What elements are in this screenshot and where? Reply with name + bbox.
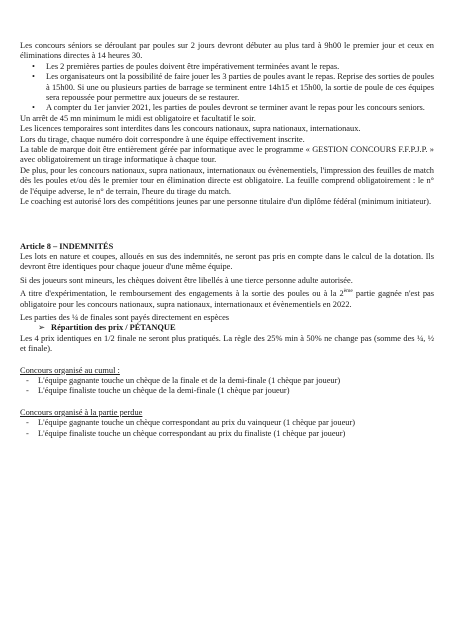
paragraph-draw-numbers: Lors du tirage, chaque numéro doit correspondre à une équipe effectivement inscrite. [20, 134, 305, 144]
paragraph-lots-coupes: Les lots en nature et coupes, alloués en sus des indemnités, ne seront pas pris en compte dans le calcul de la dotation. Ils devront être identiques pour chaque joueur d'une même équipe. [20, 251, 434, 272]
prize-distribution-heading [20, 323, 434, 333]
paragraph-temporary-licences: Les licences temporaires sont interdites dans les concours nationaux, supra nationaux, internationaux. [20, 124, 361, 134]
prize-distribution-title: Répartition des prix / PÉTANQUE [51, 323, 176, 333]
ordinal-superscript: ème [343, 288, 353, 295]
article-8-title: Article 8 – INDEMNITÉS [20, 241, 114, 251]
paragraph-quarter-finals: Les parties des ¼ de finales sont payés directement en espèces [20, 312, 230, 322]
paragraph-coaching: Le coaching est autorisé lors des compétitions jeunes par une personne titulaire d'un diplôme fédéral (minimum initiateur). [20, 197, 432, 207]
arrow-bullet-icon: ➢ [38, 323, 46, 333]
cumul-heading: Concours organisé au cumul : [20, 365, 120, 375]
perdue-list [20, 418, 434, 439]
paragraph-reimbursement [20, 289, 434, 310]
paragraph-minor-players: Si des joueurs sont mineurs, les chèques doivent être libellés à une tierce personne adulte autorisée. [20, 275, 353, 285]
paragraph-match-sheets: De plus, pour les concours nationaux, supra nationaux, internationaux ou évènementiels, l'impression des feuilles de match dès les poules et/ou dès le premier tour en élimination directe est obligatoire. La feuille comprend obligatoirement : le n° de l'équipe adverse, le n° de terrain, l'heure du tirage du match. [20, 165, 434, 196]
reimbursement-text-end: partie gagnée n'est pas obligatoire pour les concours nationaux, supra nationaux, internationaux et évènementiels en 2022. [20, 289, 434, 309]
reimbursement-text-start: A titre d'expérimentation, le remboursement des engagements à la sortie des poules ou à la 2 [20, 289, 344, 299]
document-body [20, 41, 434, 439]
list-item: - L'équipe finaliste touche un chèque de la demi-finale (1 chèque par joueur) [26, 386, 434, 396]
bullet-list-poules [20, 62, 434, 114]
paragraph-senior-start-times: Les concours séniors se déroulant par poules sur 2 jours devront débuter au plus tard à 9h00 le premier jour et ceux en éliminations directes à 14 heures 30. [20, 41, 434, 61]
list-item: - L'équipe finaliste touche un chèque correspondant au prix du finaliste (1 chèque par joueur) [26, 429, 434, 439]
paragraph-score-table: La table de marque doit être entièrement gérée par informatique avec le programme « GESTION CONCOURS F.F.P.J.P. » avec obligatoirement un tirage informatique à chaque tour. [20, 145, 434, 165]
list-item: • Les organisateurs ont la possibilité de faire jouer les 3 parties de poules avant le repas. Reprise des sorties de poules à 15h00. Si une ou plusieurs parties de barrage se terminent entre 14h15 et 15h00, la sortie de poule de ces équipes sera repoussée pour permettre aux joueurs de se restaurer. [38, 72, 434, 103]
paragraph-prize-rule: Les 4 prix identiques en 1/2 finale ne seront plus pratiqués. La règle des 25% min à 50% ne change pas (somme des ¼, ½ et finale). [20, 333, 434, 354]
list-item: - L'équipe gagnante touche un chèque de la finale et de la demi-finale (1 chèque par joueur) [26, 376, 434, 386]
paragraph-lunch-break: Un arrêt de 45 mn minimum le midi est obligatoire et facultatif le soir. [20, 113, 256, 123]
list-item: • A compter du 1er janvier 2021, les parties de poules devront se terminer avant le repas pour les concours seniors. [38, 103, 434, 113]
list-item: - L'équipe gagnante touche un chèque correspondant au prix du vainqueur (1 chèque par joueur) [26, 418, 434, 428]
cumul-list [20, 376, 434, 397]
list-item: • Les 2 premières parties de poules doivent être impérativement terminées avant le repas. [38, 62, 434, 72]
perdue-heading: Concours organisé à la partie perdue [20, 407, 143, 417]
